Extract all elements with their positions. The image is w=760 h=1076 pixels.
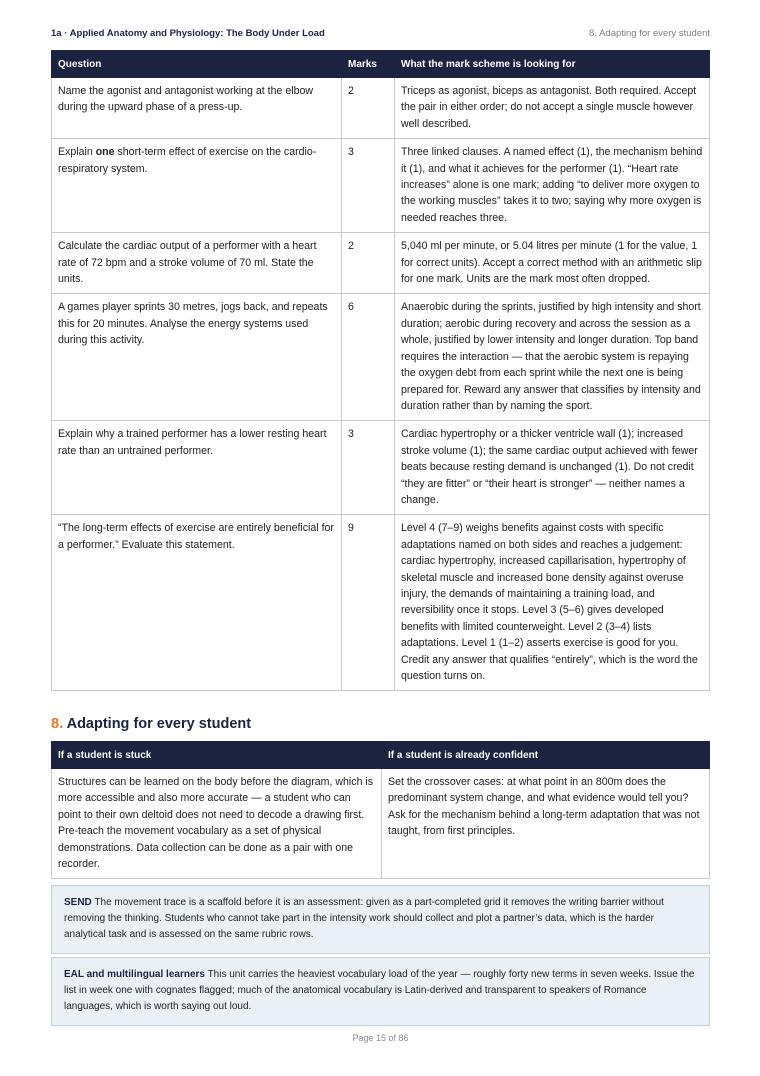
running-header xyxy=(51,28,710,39)
eal-label: EAL and multilingual learners xyxy=(64,969,205,980)
column-header-marks: Marks xyxy=(342,51,395,78)
column-header-confident: If a student is already confident xyxy=(382,742,710,769)
table-row xyxy=(52,139,710,233)
question-cell: Explain why a trained performer has a lower resting heart rate than an untrained performer. xyxy=(52,421,342,515)
question-cell: Name the agonist and antagonist working at the elbow during the upward phase of a press-up. xyxy=(52,78,342,139)
adaptation-table xyxy=(51,741,710,879)
table-row xyxy=(52,233,710,294)
running-header-section: 8. Adapting for every student xyxy=(589,28,710,39)
stuck-cell: Structures can be learned on the body before the diagram, which is more accessible and also more accurate — a student who can point to their own deltoid does not need to decode a drawing first. Pre-teach the movement vocabulary as a set of physical demonstrations. Data collection can be done as a pair with one recorder. xyxy=(52,769,382,879)
eal-text: This unit carries the heaviest vocabulary load of the year — roughly forty new terms in seven weeks. Issue the list in week one with cognates flagged; much of the anatomical vocabulary is Latin-derived and transparent to speakers of Romance languages, which is worth saying out loud. xyxy=(64,969,695,1012)
mark-scheme-table xyxy=(51,50,710,691)
question-text: short-term effect of exercise on the cardio-respiratory system. xyxy=(58,146,317,175)
table-row xyxy=(52,294,710,421)
scheme-cell: Level 4 (7–9) weighs benefits against costs with specific adaptations named on both sides and reaches a judgement: cardiac hypertrophy, increased capillarisation, hypertrophy of skeletal muscle and increased bone density against overuse injury, the demands of maintaining a training load, and reversibility once it stops. Level 3 (5–6) gives developed benefits with limited counterweight. Level 2 (3–4) lists adaptations. Level 1 (1–2) asserts exercise is good for you. Credit any answer that qualifies “entirely”, which is the word the question turns on. xyxy=(395,515,710,691)
table-row xyxy=(52,515,710,691)
question-cell xyxy=(52,139,342,233)
table-row xyxy=(52,421,710,515)
question-cell: Calculate the cardiac output of a performer with a heart rate of 72 bpm and a stroke volume of 70 ml. State the units. xyxy=(52,233,342,294)
marks-cell: 2 xyxy=(342,78,395,139)
question-emphasis: one xyxy=(95,146,115,159)
scheme-cell: Three linked clauses. A named effect (1), the mechanism behind it (1), and what it achieves for the performer (1). “Heart rate increases” alone is one mark; adding “to deliver more oxygen to the working muscles” takes it to two; saying why more oxygen is needed reaches three. xyxy=(395,139,710,233)
scheme-cell: 5,040 ml per minute, or 5.04 litres per minute (1 for the value, 1 for correct units). Accept a correct method with an arithmetic slip for one mark. Units are the mark most often dropped. xyxy=(395,233,710,294)
table-header-row xyxy=(52,51,710,78)
question-cell: “The long-term effects of exercise are entirely beneficial for a performer.” Evaluate this statement. xyxy=(52,515,342,691)
send-callout xyxy=(51,885,710,954)
column-header-stuck: If a student is stuck xyxy=(52,742,382,769)
question-cell: A games player sprints 30 metres, jogs back, and repeats this for 20 minutes. Analyse the energy systems used during this activity. xyxy=(52,294,342,421)
marks-cell: 3 xyxy=(342,421,395,515)
scheme-cell: Cardiac hypertrophy or a thicker ventricle wall (1); increased stroke volume (1); the same cardiac output achieved with fewer beats because resting demand is unchanged (1). Do not credit “they are fitter” or “their heart is stronger” — neither names a change. xyxy=(395,421,710,515)
running-header-title: 1a · Applied Anatomy and Physiology: The Body Under Load xyxy=(51,28,325,39)
question-text: Explain xyxy=(58,146,96,159)
eal-callout xyxy=(51,957,710,1026)
marks-cell: 2 xyxy=(342,233,395,294)
send-text: The movement trace is a scaffold before it is an assessment: given as a part-completed grid it removes the writing barrier without removing the thinking. Students who cannot take part in the intensity work should collect and plot a partner’s data, which is the harder analytical task and is assessed on the same rubric rows. xyxy=(64,897,664,940)
section-number: 8. xyxy=(51,716,64,732)
marks-cell: 3 xyxy=(342,139,395,233)
send-label: SEND xyxy=(64,897,92,908)
section-title: Adapting for every student xyxy=(66,716,252,732)
column-header-scheme: What the mark scheme is looking for xyxy=(395,51,710,78)
column-header-question: Question xyxy=(52,51,342,78)
scheme-cell: Anaerobic during the sprints, justified by high intensity and short duration; aerobic during recovery and across the session as a whole, justified by lower intensity and longer duration. Top band requires the interaction — that the aerobic system is repaying the oxygen debt from each sprint while the next one is being prepared for. Reward any answer that classifies by intensity and duration rather than by naming the sport. xyxy=(395,294,710,421)
section-heading xyxy=(51,716,251,732)
table-row xyxy=(52,769,710,879)
page-number: Page 15 of 86 xyxy=(352,1033,409,1043)
table-header-row xyxy=(52,742,710,769)
confident-cell: Set the crossover cases: at what point in an 800m does the predominant system change, and what evidence would tell you? Ask for the mechanism behind a long-term adaptation that was not taught, from first principles. xyxy=(382,769,710,879)
table-row xyxy=(52,78,710,139)
marks-cell: 9 xyxy=(342,515,395,691)
scheme-cell: Triceps as agonist, biceps as antagonist. Both required. Accept the pair in either order; do not accept a single muscle however well described. xyxy=(395,78,710,139)
marks-cell: 6 xyxy=(342,294,395,421)
